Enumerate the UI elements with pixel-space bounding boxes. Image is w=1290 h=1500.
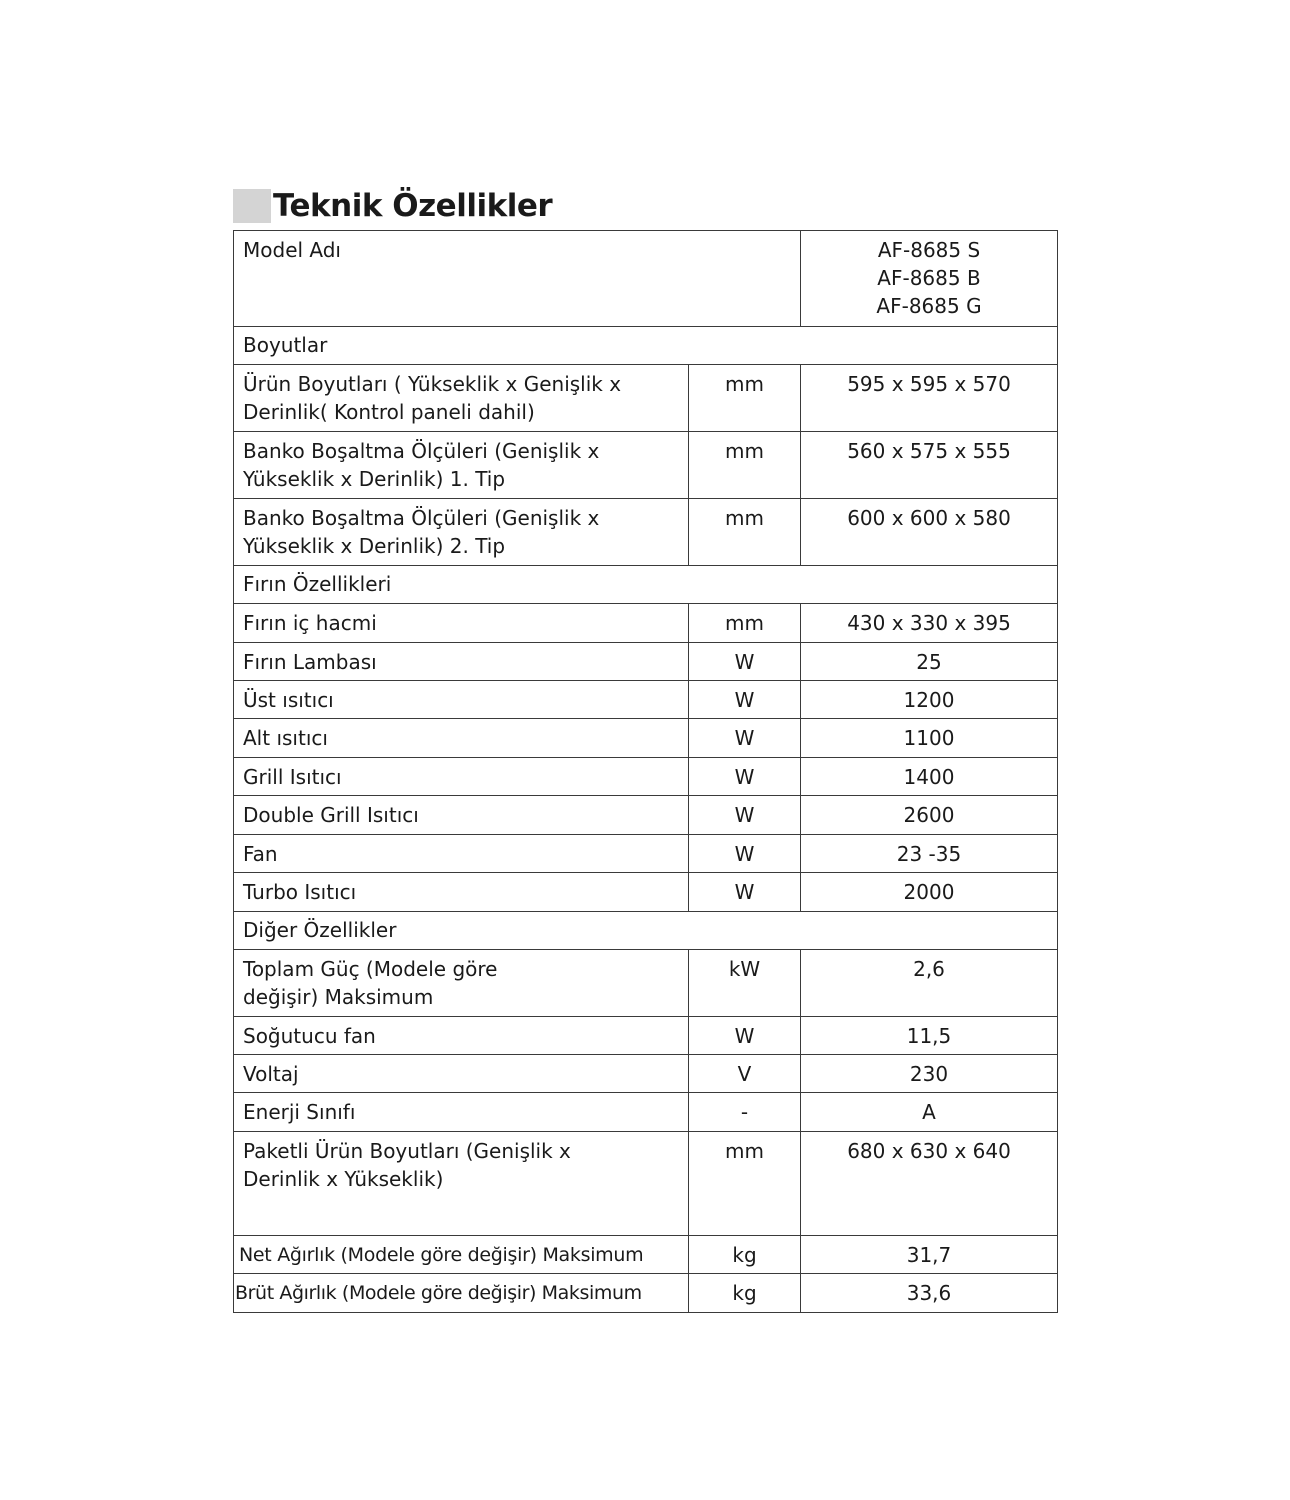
spec-label: Soğutucu fan	[234, 1017, 689, 1055]
table-row	[234, 719, 1058, 758]
table-row-model	[234, 231, 1058, 327]
spec-value: 31,7	[801, 1236, 1058, 1274]
spec-value: 25	[801, 643, 1058, 681]
model-value: AF-8685 S	[877, 238, 981, 262]
title-marker	[233, 189, 271, 223]
spec-value: 11,5	[801, 1017, 1058, 1055]
spec-value: 33,6	[801, 1274, 1058, 1313]
spec-unit: V	[689, 1055, 801, 1093]
spec-label: Brüt Ağırlık (Modele göre değişir) Maksimum	[234, 1274, 689, 1313]
model-label: Model Adı	[234, 231, 801, 327]
spec-unit: W	[689, 681, 801, 719]
spec-value: A	[801, 1093, 1058, 1132]
spec-unit: mm	[689, 604, 801, 643]
table-row	[234, 499, 1058, 566]
spec-label: Ürün Boyutları ( Yükseklik x Genişlik x Derinlik( Kontrol paneli dahil)	[234, 365, 689, 432]
spec-label: Turbo Isıtıcı	[234, 873, 689, 912]
spec-unit: kg	[689, 1236, 801, 1274]
spec-value: 1100	[801, 719, 1058, 758]
spec-label: Double Grill Isıtıcı	[234, 796, 689, 835]
table-row	[234, 432, 1058, 499]
spec-label: Fırın Lambası	[234, 643, 689, 681]
spec-value: 230	[801, 1055, 1058, 1093]
table-row	[234, 1274, 1058, 1313]
model-value: AF-8685 G	[876, 294, 982, 318]
spec-label: Toplam Güç (Modele göre değişir) Maksimum	[234, 950, 689, 1017]
section-row	[234, 327, 1058, 365]
spec-label: Grill Isıtıcı	[234, 758, 689, 796]
model-value: AF-8685 B	[877, 266, 981, 290]
table-row	[234, 365, 1058, 432]
spec-table	[233, 230, 1058, 1313]
table-row	[234, 950, 1058, 1017]
spec-unit: mm	[689, 499, 801, 566]
section-heading-diger: Diğer Özellikler	[234, 912, 1058, 950]
spec-unit: mm	[689, 1132, 801, 1236]
spec-value: 560 x 575 x 555	[801, 432, 1058, 499]
spec-label: Net Ağırlık (Modele göre değişir) Maksimum	[234, 1236, 689, 1274]
spec-label: Voltaj	[234, 1055, 689, 1093]
spec-unit: W	[689, 1017, 801, 1055]
spec-unit: kW	[689, 950, 801, 1017]
spec-unit: mm	[689, 432, 801, 499]
spec-label: Fan	[234, 835, 689, 873]
spec-label: Üst ısıtıcı	[234, 681, 689, 719]
spec-value: 430 x 330 x 395	[801, 604, 1058, 643]
section-row	[234, 912, 1058, 950]
page-title-block	[233, 188, 552, 224]
table-row	[234, 1055, 1058, 1093]
section-heading-firin: Fırın Özellikleri	[234, 566, 1058, 604]
spec-value: 2000	[801, 873, 1058, 912]
spec-unit: -	[689, 1093, 801, 1132]
spec-unit: W	[689, 643, 801, 681]
spec-value: 600 x 600 x 580	[801, 499, 1058, 566]
spec-unit: W	[689, 719, 801, 758]
spec-label: Fırın iç hacmi	[234, 604, 689, 643]
spec-value: 1200	[801, 681, 1058, 719]
spec-label: Paketli Ürün Boyutları (Genişlik x Derinlik x Yükseklik)	[234, 1132, 689, 1236]
spec-unit: mm	[689, 365, 801, 432]
table-row	[234, 1017, 1058, 1055]
spec-unit: W	[689, 873, 801, 912]
spec-label: Banko Boşaltma Ölçüleri (Genişlik x Yükseklik x Derinlik) 2. Tip	[234, 499, 689, 566]
page-title: Teknik Özellikler	[273, 188, 553, 224]
spec-value: 2600	[801, 796, 1058, 835]
spec-unit: W	[689, 758, 801, 796]
spec-value: 2,6	[801, 950, 1058, 1017]
table-row	[234, 1093, 1058, 1132]
table-row	[234, 604, 1058, 643]
spec-value: 1400	[801, 758, 1058, 796]
spec-label: Alt ısıtıcı	[234, 719, 689, 758]
spec-unit: kg	[689, 1274, 801, 1313]
table-row	[234, 796, 1058, 835]
model-values	[801, 231, 1058, 327]
spec-label: Enerji Sınıfı	[234, 1093, 689, 1132]
section-heading-boyutlar: Boyutlar	[234, 327, 1058, 365]
spec-unit: W	[689, 835, 801, 873]
spec-unit: W	[689, 796, 801, 835]
spec-value: 595 x 595 x 570	[801, 365, 1058, 432]
spec-value: 680 x 630 x 640	[801, 1132, 1058, 1236]
table-row	[234, 681, 1058, 719]
table-row	[234, 873, 1058, 912]
table-row	[234, 1132, 1058, 1236]
table-row	[234, 1236, 1058, 1274]
table-row	[234, 758, 1058, 796]
table-row	[234, 643, 1058, 681]
spec-value: 23 -35	[801, 835, 1058, 873]
table-row	[234, 835, 1058, 873]
spec-label: Banko Boşaltma Ölçüleri (Genişlik x Yükseklik x Derinlik) 1. Tip	[234, 432, 689, 499]
section-row	[234, 566, 1058, 604]
